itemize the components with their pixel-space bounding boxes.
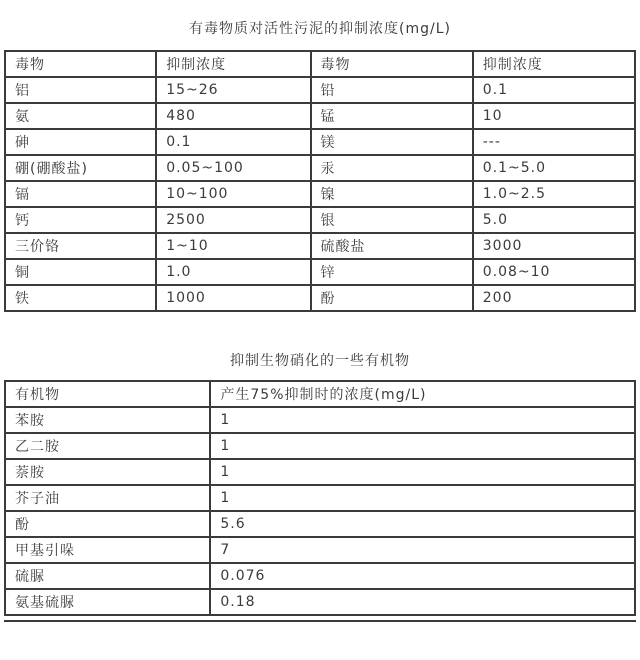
toxin-cell: 铅 <box>311 77 473 103</box>
table-row <box>5 259 635 285</box>
concentration-cell: 0.1 <box>473 77 635 103</box>
toxin-cell: 锰 <box>311 103 473 129</box>
concentration-cell: 10~100 <box>156 181 310 207</box>
concentration-cell: 0.1~5.0 <box>473 155 635 181</box>
table-row <box>5 407 635 433</box>
nitrification-inhibitors-table <box>4 380 636 616</box>
table-header-row <box>5 51 635 77</box>
organic-cell: 硫脲 <box>5 563 210 589</box>
table-row <box>5 433 635 459</box>
column-header-organic: 有机物 <box>5 381 210 407</box>
concentration-cell: 1 <box>210 459 635 485</box>
toxin-cell: 镁 <box>311 129 473 155</box>
table-row <box>5 103 635 129</box>
table-row <box>5 155 635 181</box>
concentration-cell: 15~26 <box>156 77 310 103</box>
table-row <box>5 181 635 207</box>
concentration-cell: 3000 <box>473 233 635 259</box>
column-header-inhibition-concentration: 产生75%抑制时的浓度(mg/L) <box>210 381 635 407</box>
organic-cell: 萘胺 <box>5 459 210 485</box>
toxin-cell: 三价铬 <box>5 233 156 259</box>
table-row <box>5 459 635 485</box>
table-row <box>5 207 635 233</box>
toxin-cell: 砷 <box>5 129 156 155</box>
concentration-cell: 5.6 <box>210 511 635 537</box>
concentration-cell: 1000 <box>156 285 310 311</box>
table-row <box>5 485 635 511</box>
toxic-substances-table-title: 有毒物质对活性污泥的抑制浓度(mg/L) <box>189 21 451 37</box>
table-row <box>5 129 635 155</box>
concentration-cell: 1.0 <box>156 259 310 285</box>
table-row <box>5 537 635 563</box>
toxin-cell: 钙 <box>5 207 156 233</box>
concentration-cell: 0.05~100 <box>156 155 310 181</box>
concentration-cell: 0.08~10 <box>473 259 635 285</box>
table-row <box>5 589 635 615</box>
table-row <box>5 563 635 589</box>
concentration-cell: 10 <box>473 103 635 129</box>
table-row <box>5 511 635 537</box>
concentration-cell: 480 <box>156 103 310 129</box>
toxin-cell: 氨 <box>5 103 156 129</box>
column-header-toxin-right: 毒物 <box>311 51 473 77</box>
concentration-cell: 1 <box>210 407 635 433</box>
concentration-cell: 5.0 <box>473 207 635 233</box>
concentration-cell: 2500 <box>156 207 310 233</box>
toxin-cell: 铝 <box>5 77 156 103</box>
concentration-cell: 1~10 <box>156 233 310 259</box>
concentration-cell: --- <box>473 129 635 155</box>
concentration-cell: 7 <box>210 537 635 563</box>
organic-cell: 苯胺 <box>5 407 210 433</box>
organic-cell: 乙二胺 <box>5 433 210 459</box>
concentration-cell: 0.18 <box>210 589 635 615</box>
column-header-concentration-right: 抑制浓度 <box>473 51 635 77</box>
table-row <box>5 285 635 311</box>
cut-off-next-table-top-border <box>4 620 636 623</box>
toxin-cell: 镉 <box>5 181 156 207</box>
toxin-cell: 硼(硼酸盐) <box>5 155 156 181</box>
column-header-concentration-left: 抑制浓度 <box>156 51 310 77</box>
toxin-cell: 汞 <box>311 155 473 181</box>
concentration-cell: 1 <box>210 485 635 511</box>
toxin-cell: 银 <box>311 207 473 233</box>
table-header-row <box>5 381 635 407</box>
concentration-cell: 1 <box>210 433 635 459</box>
column-header-toxin-left: 毒物 <box>5 51 156 77</box>
organic-cell: 芥子油 <box>5 485 210 511</box>
toxin-cell: 酚 <box>311 285 473 311</box>
concentration-cell: 0.1 <box>156 129 310 155</box>
concentration-cell: 200 <box>473 285 635 311</box>
toxin-cell: 铁 <box>5 285 156 311</box>
toxin-cell: 锌 <box>311 259 473 285</box>
toxic-substances-table <box>4 50 636 312</box>
organic-cell: 甲基引哚 <box>5 537 210 563</box>
table-row <box>5 77 635 103</box>
table-row <box>5 233 635 259</box>
organic-cell: 酚 <box>5 511 210 537</box>
toxin-cell: 铜 <box>5 259 156 285</box>
concentration-cell: 1.0~2.5 <box>473 181 635 207</box>
toxin-cell: 硫酸盐 <box>311 233 473 259</box>
concentration-cell: 0.076 <box>210 563 635 589</box>
nitrification-inhibitors-table-title: 抑制生物硝化的一些有机物 <box>230 353 410 369</box>
toxin-cell: 镍 <box>311 181 473 207</box>
organic-cell: 氨基硫脲 <box>5 589 210 615</box>
